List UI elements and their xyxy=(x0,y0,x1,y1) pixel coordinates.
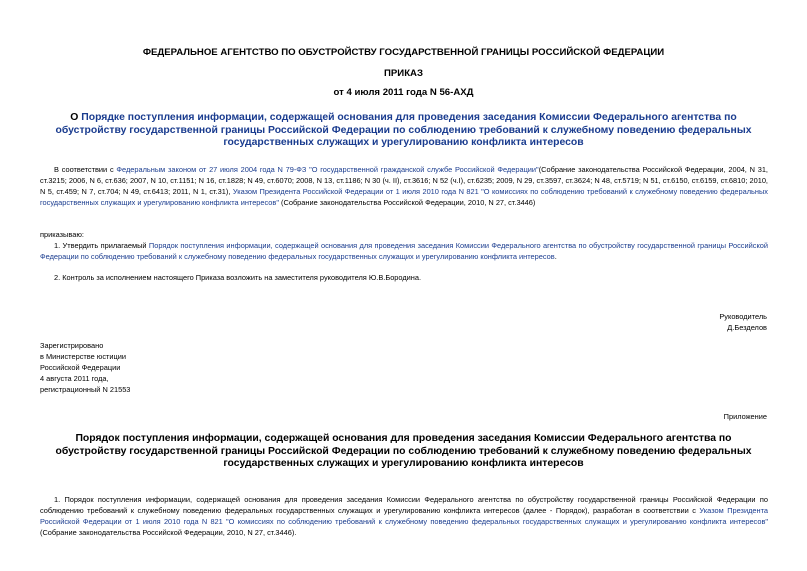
doc-type: ПРИКАЗ xyxy=(384,68,423,79)
preamble-paragraph xyxy=(40,164,768,208)
appendix-title: Порядок поступления информации, содержащей основания для проведения заседания Комиссии Федерального агентства по обустройству государственной границы Российской Федерации по соблюдению требований к служебному поведению федеральных государственных служащих и урегулированию конфликта интересов xyxy=(55,433,752,469)
appendix-p1-end: (Собрание законодательства Российской Федерации, 2010, N 27, ст.3446). xyxy=(40,528,297,537)
president-decree-link[interactable]: Указом Президента Российской Федерации от 1 июля 2010 года N 821 "О комиссиях по соблюдению требований к служебному поведению федеральных государственных служащих и урегулированию конфликта интересов" xyxy=(40,187,768,207)
item-1-text: 1. Утвердить прилагаемый xyxy=(54,241,149,250)
appendix-label: Приложение xyxy=(723,412,767,421)
registration-line-3: Российской Федерации xyxy=(40,363,121,372)
appendix-decree-link[interactable]: Указом Президента Российской Федерации от 1 июля 2010 года N 821 "О комиссиях по соблюдению требований к служебному поведению федеральных государственных служащих и урегулированию конфликта интересов" xyxy=(40,506,768,526)
item-1-end: . xyxy=(554,252,557,261)
item-1 xyxy=(40,240,768,262)
agency-name: ФЕДЕРАЛЬНОЕ АГЕНТСТВО ПО ОБУСТРОЙСТВУ ГОСУДАРСТВЕННОЙ ГРАНИЦЫ РОССИЙСКОЙ ФЕДЕРАЦИИ xyxy=(142,47,665,58)
registration-line-1: Зарегистрировано xyxy=(40,341,104,350)
preamble-text-2: (Собрание законодательства Российской Федерации, 2004, N 31, ст.3215; 2006, N 6, ст.636; 2007, N 10, ст.1151; N 16, ст.1828; N 49, ст.6070; 2008, N 13, ст.1186; N 30 (ч. II), ст.3616; N 52 (ч.I), ст.6235; 2009, N 29, ст.3597, ст.3624; N 48, ст.5719; N 51, ст.6150, ст.6159, ст.6810; 2010, N 5, ст.459; N 7, ст.704; N 49, ст.6413; 2011, N 1, ст.31), xyxy=(40,165,768,196)
preamble-text-1: В соответствии с xyxy=(54,165,117,174)
signer-role: Руководитель xyxy=(719,312,767,321)
item-2: 2. Контроль за исполнением настоящего Приказа возложить на заместителя руководителя Ю.В.Бородина. xyxy=(54,273,422,282)
doc-title-link[interactable]: Порядке поступления информации, содержащей основания для проведения заседания Комиссии Федерального агентства по обустройству государственной границы Российской Федерации по соблюдению требований к служебному поведению федеральных государственных служащих и урегулированию конфликта интересов xyxy=(55,112,752,148)
procedure-link[interactable]: Порядок поступления информации, содержащей основания для проведения заседания Комиссии Федерального агентства по обустройству государственной границы Российской Федерации по соблюдению требований к служебному поведению федеральных государственных служащих и урегулированию конфликта интересов xyxy=(40,241,768,261)
registration-line-2: в Министерстве юстиции xyxy=(40,352,127,361)
registration-line-4: 4 августа 2011 года, xyxy=(40,374,109,383)
federal-law-link[interactable]: Федеральным законом от 27 июля 2004 года N 79-ФЗ "О государственной гражданской службе Российской Федерации" xyxy=(116,165,539,174)
appendix-p1-text: 1. Порядок поступления информации, содержащей основания для проведения заседания Комиссии Федерального агентства по обустройству государственной границы Российской Федерации по соблюдению требований к служебному поведению федеральных государственных служащих и урегулированию конфликта интересов (далее - Порядок), разработан в соответствии с xyxy=(40,495,768,515)
preamble-text-3: (Собрание законодательства Российской Федерации, 2010, N 27, ст.3446) xyxy=(278,198,536,207)
doc-title xyxy=(40,112,767,150)
signer-name: Д.Безделов xyxy=(727,323,767,332)
doc-date-number: от 4 июля 2011 года N 56-АХД xyxy=(333,87,474,98)
doc-title-prefix: О xyxy=(70,112,82,123)
appendix-paragraph-1 xyxy=(40,494,768,538)
order-word: приказываю: xyxy=(40,230,84,239)
registration-line-5: регистрационный N 21553 xyxy=(40,385,131,394)
